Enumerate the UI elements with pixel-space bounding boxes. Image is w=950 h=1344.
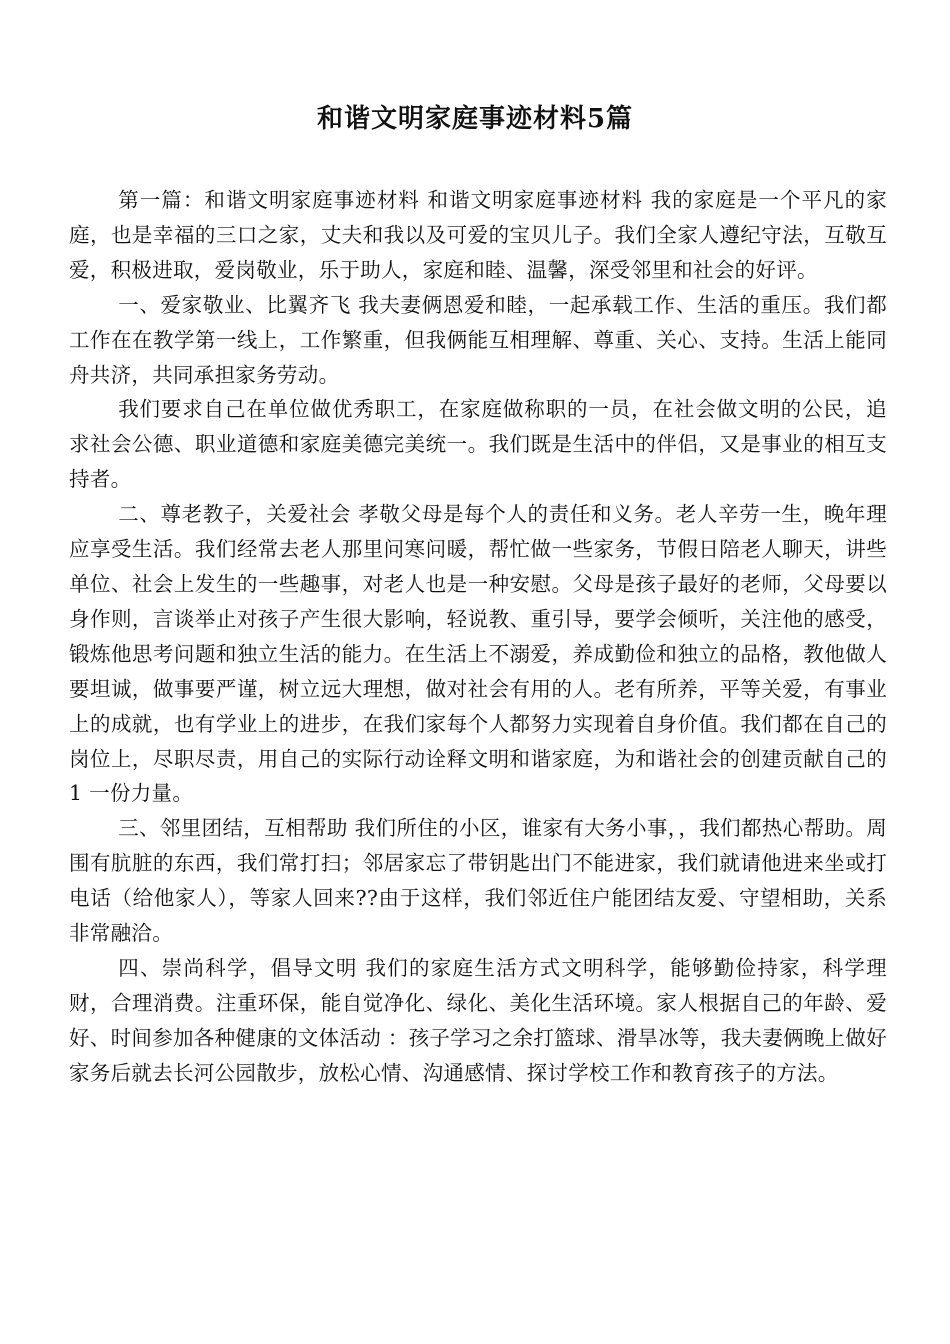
paragraph-5: 三、邻里团结，互相帮助 我们所住的小区，谁家有大务小事，，我们都热心帮助。周围有肮脏的东西，我们常打扫；邻居家忘了带钥匙出门不能进家，我们就请他进来坐或打电话（给他家人），等家人回来??由于这样，我们邻近住户能团结友爱、守望相助，关系非常融洽。: [69, 816, 887, 946]
paragraph-2: 一、爱家敬业、比翼齐飞 我夫妻俩恩爱和睦，一起承载工作、生活的重压。我们都工作在在教学第一线上，工作繁重，但我俩能互相理解、尊重、关心、支持。生活上能同舟共济，共同承担家务劳动。: [69, 292, 887, 387]
document-body: [69, 183, 887, 1091]
paragraph-4: 二、尊老教子，关爱社会 孝敬父母是每个人的责任和义务。老人辛劳一生，晚年理应享受生活。我们经常去老人那里问寒问暖，帮忙做一些家务，节假日陪老人聊天，讲些单位、社会上发生的一些趣事，对老人也是一种安慰。父母是孩子最好的老师，父母要以身作则，言谈举止对孩子产生很大影响，轻说教、重引导，要学会倾听，关注他的感受，锻炼他思考问题和独立生活的能力。在生活上不溺爱，养成勤俭和独立的品格，教他做人要坦诚，做事要严谨，树立远大理想，做对社会有用的人。老有所养，平等关爱，有事业上的成就，也有学业上的进步，在我们家每个人都努力实现着自身价值。我们都在自己的岗位上，尽职尽责，用自己的实际行动诠释文明和谐家庭，为和谐社会的创建贡献自己的 1 一份力量。: [69, 502, 887, 806]
document-title: 和谐文明家庭事迹材料5篇: [316, 104, 634, 134]
paragraph-3: 我们要求自己在单位做优秀职工，在家庭做称职的一员，在社会做文明的公民，追求社会公德、职业道德和家庭美德完美统一。我们既是生活中的伴侣，又是事业的相互支持者。: [69, 397, 887, 492]
paragraph-6: 四、崇尚科学，倡导文明 我们的家庭生活方式文明科学，能够勤俭持家，科学理财，合理消费。注重环保，能自觉净化、绿化、美化生活环境。家人根据自己的年龄、爱好、时间参加各种健康的文体活动 ：孩子学习之余打篮球、滑旱冰等，我夫妻俩晚上做好家务后就去长河公园散步，放松心情、沟通感情、探讨学校工作和教育孩子的方法。: [69, 955, 888, 1085]
paragraph-1: 第一篇：和谐文明家庭事迹材料 和谐文明家庭事迹材料 我的家庭是一个平凡的家庭，也是幸福的三口之家，丈夫和我以及可爱的宝贝儿子。我们全家人遵纪守法，互敬互爱，积极进取，爱岗敬业，乐于助人，家庭和睦、温馨，深受邻里和社会的好评。: [69, 188, 887, 282]
